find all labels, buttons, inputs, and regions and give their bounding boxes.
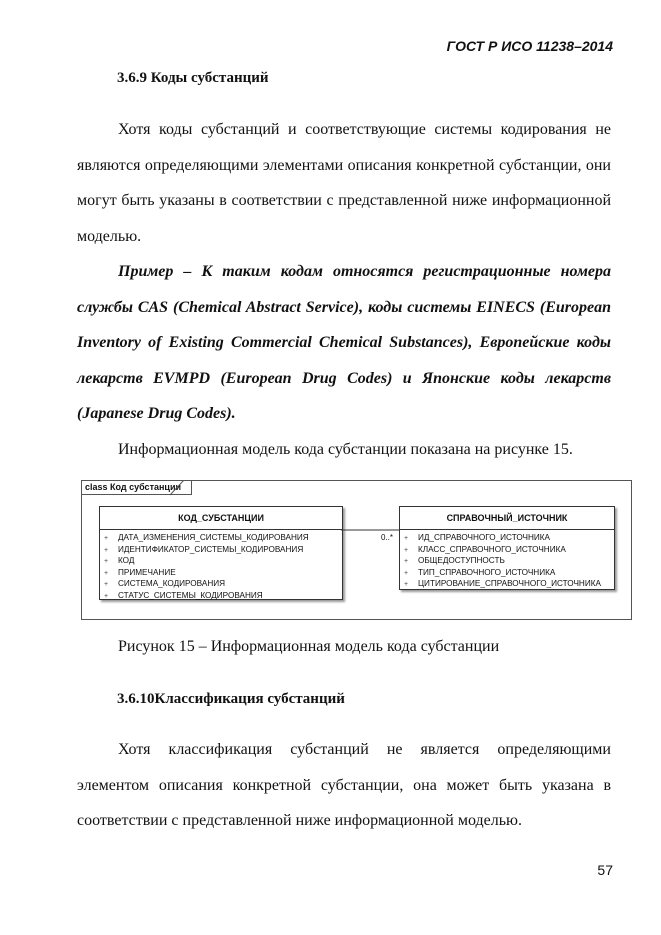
multiplicity-label: 0..* xyxy=(381,533,394,542)
diagram-frame-label: class Код субстанции xyxy=(81,480,192,495)
uml-attribute xyxy=(104,556,342,568)
uml-class-title: СПРАВОЧНЫЙ_ИСТОЧНИК xyxy=(400,507,614,530)
visibility-marker: + xyxy=(404,569,409,577)
attribute-name: ДАТА_ИЗМЕНЕНИЯ_СИСТЕМЫ_КОДИРОВАНИЯ xyxy=(118,533,309,542)
visibility-marker: + xyxy=(104,592,109,600)
uml-class-title: КОД_СУБСТАНЦИИ xyxy=(100,507,342,530)
attribute-name: ТИП_СПРАВОЧНОГО_ИСТОЧНИКА xyxy=(418,567,556,577)
page-number: 57 xyxy=(597,862,613,878)
attribute-name: ЦИТИРОВАНИЕ_СПРАВОЧНОГО_ИСТОЧНИКА xyxy=(418,579,601,588)
uml-attribute xyxy=(404,556,614,568)
uml-class-substance-code xyxy=(99,506,343,600)
uml-attribute xyxy=(404,568,614,580)
uml-attribute xyxy=(404,545,614,557)
uml-attribute xyxy=(104,591,342,603)
uml-attribute xyxy=(404,533,614,545)
visibility-marker: + xyxy=(104,558,109,565)
uml-attribute xyxy=(104,579,342,591)
figure-reference-paragraph: Информационная модель кода субстанции показана на рисунке 15. xyxy=(118,441,573,458)
uml-attribute-list xyxy=(100,530,342,604)
uml-attribute xyxy=(104,533,342,545)
attribute-name: ОБЩЕДОСТУПНОСТЬ xyxy=(418,556,505,565)
visibility-marker: + xyxy=(404,581,409,588)
uml-attribute xyxy=(104,568,342,580)
attribute-name: ПРИМЕЧАНИЕ xyxy=(118,567,176,577)
attribute-name: КОД xyxy=(118,556,135,565)
visibility-marker: + xyxy=(104,546,109,554)
visibility-marker: + xyxy=(404,535,409,542)
visibility-marker: + xyxy=(104,569,109,577)
uml-attribute xyxy=(104,545,342,557)
section-paragraph: Хотя классификация субстанций не является определяющими элементом описания конкретной субстанции, она может быть указана в соответствии с представленной ниже информационной моделью. xyxy=(77,741,611,829)
attribute-name: КЛАСС_СПРАВОЧНОГО_ИСТОЧНИКА xyxy=(418,544,566,554)
figure-caption: Рисунок 15 – Информационная модель кода субстанции xyxy=(118,638,500,655)
document-header: ГОСТ Р ИСО 11238–2014 xyxy=(446,38,613,54)
frame-tab-corner xyxy=(170,480,190,496)
attribute-name: ИДЕНТИФИКАТОР_СИСТЕМЫ_КОДИРОВАНИЯ xyxy=(118,544,304,554)
attribute-name: СИСТЕМА_КОДИРОВАНИЯ xyxy=(118,579,226,588)
section-heading-3-6-10: 3.6.10Классификация субстанций xyxy=(117,691,345,707)
attribute-name: СТАТУС_СИСТЕМЫ_КОДИРОВАНИЯ xyxy=(118,590,263,600)
visibility-marker: + xyxy=(404,558,409,565)
visibility-marker: + xyxy=(104,535,109,542)
example-paragraph: Пример – К таким кодам относятся регистрационные номера службы CAS (Chemical Abstract Service), коды системы EINECS (European Inventory of Existing Commercial Chemical Substances), Европейские коды лекарств EVMPD (European Drug Codes) и Японские коды лекарств (Japanese Drug Codes). xyxy=(77,263,611,422)
section-heading-3-6-9: 3.6.9 Коды субстанций xyxy=(117,70,269,86)
visibility-marker: + xyxy=(104,581,109,588)
uml-attribute-list xyxy=(400,530,614,593)
attribute-name: ИД_СПРАВОЧНОГО_ИСТОЧНИКА xyxy=(418,533,550,542)
visibility-marker: + xyxy=(404,546,409,554)
section-paragraph: Хотя коды субстанций и соответствующие системы кодирования не являются определяющими элементами описания конкретной субстанции, они могут быть указаны в соответствии с представленной ниже информационной моделью. xyxy=(77,121,611,245)
uml-attribute xyxy=(404,579,614,591)
uml-class-reference-source xyxy=(399,506,615,590)
